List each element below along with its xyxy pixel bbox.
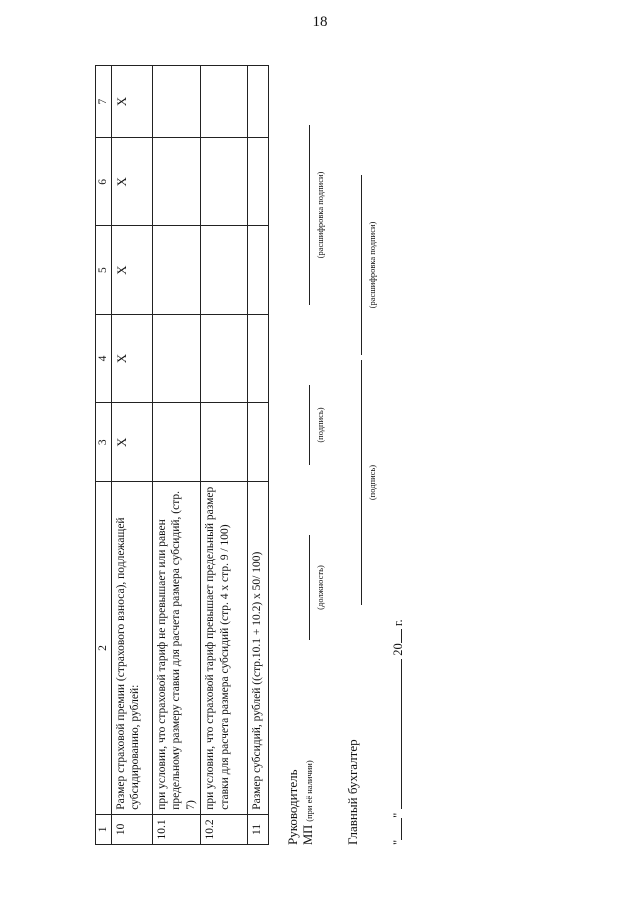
table-row bbox=[248, 66, 269, 845]
cell-col-7 bbox=[248, 66, 269, 138]
header-col-3: 3 bbox=[96, 403, 112, 482]
table-row bbox=[201, 66, 248, 845]
cell-col-4 bbox=[153, 314, 201, 402]
accountant-signature-line[interactable] bbox=[361, 360, 362, 605]
signature-line[interactable] bbox=[309, 385, 310, 465]
head-title: Руководитель bbox=[285, 769, 300, 845]
cell-col-6 bbox=[153, 138, 201, 226]
date-line bbox=[391, 619, 406, 845]
header-col-2: 2 bbox=[96, 482, 112, 815]
position-line[interactable] bbox=[309, 535, 310, 640]
cell-col-4: X bbox=[112, 314, 153, 402]
cell-col-7: X bbox=[112, 66, 153, 138]
cell-col-3 bbox=[201, 403, 248, 482]
signature-caption: (подпись) bbox=[315, 407, 325, 443]
date-day-blank[interactable] bbox=[401, 818, 402, 840]
cell-col-6 bbox=[201, 138, 248, 226]
decoding-caption: (расшифровка подписи) bbox=[315, 171, 325, 259]
cell-col-3 bbox=[153, 403, 201, 482]
cell-col-5 bbox=[153, 226, 201, 314]
rotated-form bbox=[95, 65, 415, 845]
cell-col-7 bbox=[201, 66, 248, 138]
row-number: 10.1 bbox=[153, 814, 201, 844]
row-description: Размер страховой премии (страхового взноса), подлежащей субсидированию, рублей: bbox=[112, 482, 153, 815]
row-description: при условии, что страховой тариф не превышает или равен предельному размеру ставки для расчета размера субсидий, (стр. 7) bbox=[153, 482, 201, 815]
decoding-line[interactable] bbox=[309, 125, 310, 305]
header-col-4: 4 bbox=[96, 314, 112, 402]
cell-col-3: X bbox=[112, 403, 153, 482]
stamp-note: (при её наличии) bbox=[304, 760, 314, 822]
position-caption: (должность) bbox=[315, 565, 325, 610]
accountant-title: Главный бухгалтер bbox=[345, 739, 360, 845]
accountant-decoding-caption: (расшифровка подписи) bbox=[367, 221, 377, 309]
cell-col-7 bbox=[153, 66, 201, 138]
table-row bbox=[112, 66, 153, 845]
header-col-5: 5 bbox=[96, 226, 112, 314]
cell-col-5: X bbox=[112, 226, 153, 314]
cell-col-6: X bbox=[112, 138, 153, 226]
cell-col-5 bbox=[248, 226, 269, 314]
table-row bbox=[153, 66, 201, 845]
row-number: 10.2 bbox=[201, 814, 248, 844]
cell-col-5 bbox=[201, 226, 248, 314]
cell-col-6 bbox=[248, 138, 269, 226]
stamp-place bbox=[301, 760, 316, 845]
header-col-7: 7 bbox=[96, 66, 112, 138]
header-col-1: 1 bbox=[96, 814, 112, 844]
date-year: 20 bbox=[391, 643, 405, 656]
header-col-6: 6 bbox=[96, 138, 112, 226]
row-description: Размер субсидий, рублей ((стр.10.1 + 10.2) х 50/ 100) bbox=[248, 482, 269, 815]
date-year-blank[interactable] bbox=[401, 629, 402, 643]
page-number: 18 bbox=[312, 14, 328, 30]
cell-col-4 bbox=[201, 314, 248, 402]
row-number: 10 bbox=[112, 814, 153, 844]
accountant-decoding-line[interactable] bbox=[361, 175, 362, 355]
cell-col-4 bbox=[248, 314, 269, 402]
date-quote-open: " bbox=[391, 839, 405, 845]
row-description: при условии, что страховой тариф превышает предельный размер ставки для расчета размера субсидий (стр. 4 х стр. 9 / 100) bbox=[201, 482, 248, 815]
date-suffix: г. bbox=[391, 619, 405, 627]
table-header-row bbox=[96, 66, 112, 845]
accountant-signature-caption: (подпись) bbox=[367, 464, 377, 501]
subsidy-table bbox=[95, 65, 269, 845]
cell-col-3 bbox=[248, 403, 269, 482]
stamp-label: МП bbox=[301, 824, 315, 845]
date-quote-close: " bbox=[391, 812, 405, 818]
row-number: 11 bbox=[248, 814, 269, 844]
date-month-blank[interactable] bbox=[401, 659, 402, 809]
